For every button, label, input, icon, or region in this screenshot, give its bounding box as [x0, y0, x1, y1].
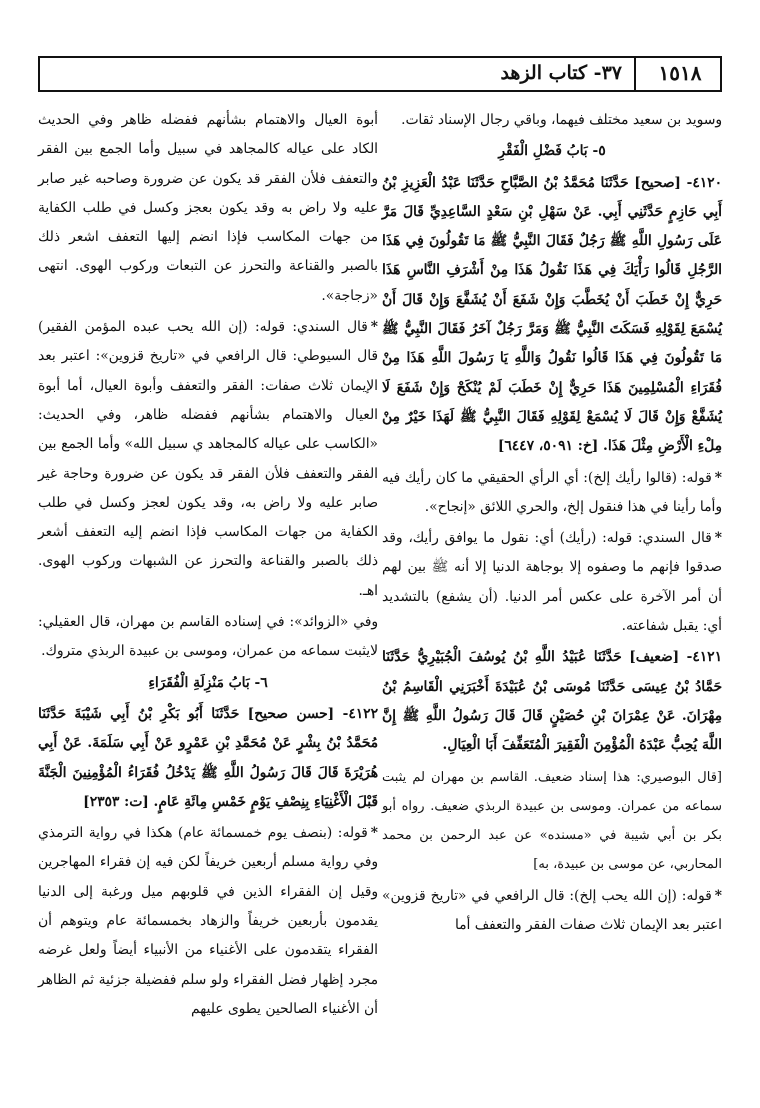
zawaid-note: وفي «الزوائد»: في إسناده القاسم بن مهران، قال العقيلي: لايثبت سماعه من عمران، وموسى بن عبيدة الربذي متروك. [38, 614, 378, 660]
section-heading: ٥- بَابُ فَضْلِ الْفَقْرِ [498, 143, 606, 160]
right-column [382, 106, 722, 940]
note-text: قال السندي: قوله: (رأيك) أي: نقول ما يوافق رأيك، وقد صدقوا فإنهم ما وصفوه إلا بوجاهة الدنيا إلا أنه ﷺ بين لهم أن أمر الآخرة على عكس أمر الدنيا. (أن يشفع) بالتشديد أي: يقبل شفاعته. [382, 530, 722, 635]
page-number: ١٥١٨ [658, 61, 702, 85]
section-heading: ٦- بَابُ مَنْزِلَةِ الْفُقَرَاءِ [148, 674, 268, 691]
hadith-4122: ٤١٢٢- [حسن صحيح] حَدَّثَنَا أَبُو بَكْرِ بْنُ أَبِي شَيْبَةَ حَدَّثَنَا مُحَمَّدُ بْنُ بِشْرٍ عَنْ مُحَمَّدِ بْنِ عَمْرٍو عَنْ أَبِي سَلَمَةَ. عَنْ أَبِي هُرَيْرَةَ قَالَ قَالَ رَسُولُ اللَّهِ ﷺ يَدْخُلُ فُقَرَاءُ الْمُؤْمِنِينَ الْجَنَّةَ قَبْلَ الْأَغْنِيَاءِ بِنِصْفِ يَوْمٍ خَمْسِ مِائَةِ عَامٍ. [ت: ٢٣٥٣] [38, 705, 378, 810]
note-text: قال السندي: قوله: (إن الله يحب عبده المؤمن الفقير) قال السيوطي: قال الرافعي في «تاريخ قزوين»: اعتبر بعد الإيمان ثلاث صفات: الفقر والتعفف وأبوة العيال، أما أبوة العيال والاهتمام بشأنهم ففضله ظاهر، وفي الحديث: «الكاسب على عياله كالمجاهد ي سبيل الله» وأما الجمع بين الفقر والتعفف فلأن الفقر قد يكون عن ضرورة وحاجة غير صابر عليه ولا راض به، وقد يكون لعجز وكسل في طلب الكفاية من جهات المكاسب فإذا انضم إليه التعفف أشعر ذلك بالصبر والقناعة والتحرز عن الشبهات وركوب الهوى. اهـ. [38, 319, 378, 599]
left-column [38, 106, 378, 1024]
note-text: قوله: (إن الله يحب إلخ): قال الرافعي في «تاريخ قزوين» اعتبر بعد الإيمان ثلاث صفات الفقر والتعفف أما [382, 887, 722, 934]
note-paragraph [382, 524, 722, 641]
note-paragraph [38, 313, 378, 606]
note-bullet: * [714, 469, 722, 486]
page-header [38, 56, 722, 92]
chapter-title: ٣٧- كتاب الزهد [500, 62, 622, 84]
note-paragraph [382, 464, 722, 523]
note-bullet: * [370, 825, 378, 842]
hadith-4120: ٤١٢٠- [صحيح] حَدَّثَنَا مُحَمَّدُ بْنُ الصَّبَّاحِ حَدَّثَنَا عَبْدُ الْعَزِيزِ بْنُ أَبِي حَازِمٍ حَدَّثَنِي أَبِي. عَنْ سَهْلِ بْنِ سَعْدٍ السَّاعِدِيِّ قَالَ مَرَّ عَلَى رَسُولِ اللَّهِ ﷺ رَجُلٌ فَقَالَ النَّبِيُّ ﷺ مَا تَقُولُونَ فِي هَذَا الرَّجُلِ قَالُوا رَأْيَكَ فِي هَذَا نَقُولُ هَذَا مِنْ أَشْرَفِ النَّاسِ هَذَا حَرِيٌّ إِنْ خَطَبَ أَنْ يُخَطَّبَ وَإِنْ شَفَعَ أَنْ يُشَفَّعَ وَإِنْ قَالَ أَنْ يُسْمَعَ لِقَوْلِهِ فَسَكَتَ النَّبِيُّ ﷺ وَمَرَّ رَجُلٌ آخَرُ فَقَالَ النَّبِيُّ ﷺ مَا تَقُولُونَ فِي هَذَا قَالُوا نَقُولُ وَاللَّهِ يَا رَسُولَ اللَّهِ هَذَا مِنْ فُقَرَاءِ الْمُسْلِمِينَ هَذَا حَرِيٌّ إِنْ خَطَبَ لَمْ يُنْكَحْ وَإِنْ شَفَعَ لَا يُشَفَّعْ وَإِنْ قَالَ لَا يُسْمَعْ لِقَوْلِهِ فَقَالَ النَّبِيُّ ﷺ لَهَذَا خَيْرٌ مِنْ مِلْءِ الْأَرْضِ مِثْلَ هَذَا. [خ: ٥٠٩١، ٦٤٤٧] [382, 174, 722, 455]
note-bullet: * [714, 530, 722, 547]
note-paragraph [382, 882, 722, 941]
note-text: قوله: (قالوا رأيك إلخ): أي الرأي الحقيقي ما كان رأيك فيه وأما رأينا في هذا فنقول إلخ، والحري اللائق «إنجاح». [382, 469, 722, 515]
header-divider [634, 58, 636, 90]
note-paragraph [38, 819, 378, 1024]
paragraph-continuation: وسويد بن سعيد مختلف فيهما، وباقي رجال الإسناد ثقات. [401, 112, 722, 128]
paragraph-continuation: أبوة العيال والاهتمام بشأنهم ففضله ظاهر وفي الحديث الكاد على عياله كالمجاهد في سبيل وأما الجمع بين الفقر والتعفف فلأن الفقر قد يكون عن ضرورة وصاحبه غير صابر عليه ولا راض به وقد يكون بعجز وكسل في طلب الكفاية من جهات المكاسب فإذا انضم إليها التعفف اشعر ذلك بالصبر والقناعة والتحرز عن التبعات وركوب الهوى. انتهى «زجاجة». [38, 112, 378, 304]
note-bullet: * [714, 887, 722, 904]
note-bullet: * [370, 319, 378, 336]
busiri-note: [قال البوصيري: هذا إسناد ضعيف. القاسم بن مهران لم يثبت سماعه من عمران. وموسى بن عبيدة الربذي ضعيف. رواه أبو بكر بن أبي شيبة في «مسنده» عن عبد الرحمن بن محمد المحاربي، عن موسى بن عبيدة، به] [382, 769, 722, 873]
note-text: قوله: (بنصف يوم خمسمائة عام) هكذا في رواية الترمذي وفي رواية مسلم أربعين خريفاً لكن فيه إن فقراء المهاجرين وقيل إن الفقراء الذين في قلوبهم ميل ورغبة إلى الدنيا يقدمون بأربعين خريفاً والزهاد بخمسمائة عام ويتوهم أن الفقراء يتقدمون على الأغنياء من الأنبياء أيضاً ولعل غرضه مجرد إظهار فضل الفقراء ولو سلم ففضيلة جزئية ثم الظاهر أن الأغنياء الصالحين يطوى عليهم [38, 825, 378, 1017]
hadith-4121: ٤١٢١- [ضعيف] حَدَّثَنَا عُبَيْدُ اللَّهِ بْنُ يُوسُفَ الْجُبَيْرِيُّ حَدَّثَنَا حَمَّادُ بْنُ عِيسَى حَدَّثَنَا مُوسَى بْنُ عُبَيْدَةَ أَخْبَرَنِي الْقَاسِمُ بْنُ مِهْرَانَ. عَنْ عِمْرَانَ بْنِ حُصَيْنٍ قَالَ قَالَ رَسُولُ اللَّهِ ﷺ إِنَّ اللَّهَ يُحِبُّ عَبْدَهُ الْمُؤْمِنَ الْفَقِيرَ الْمُتَعَفِّفَ أَبَا الْعِيَالِ. [382, 649, 722, 754]
